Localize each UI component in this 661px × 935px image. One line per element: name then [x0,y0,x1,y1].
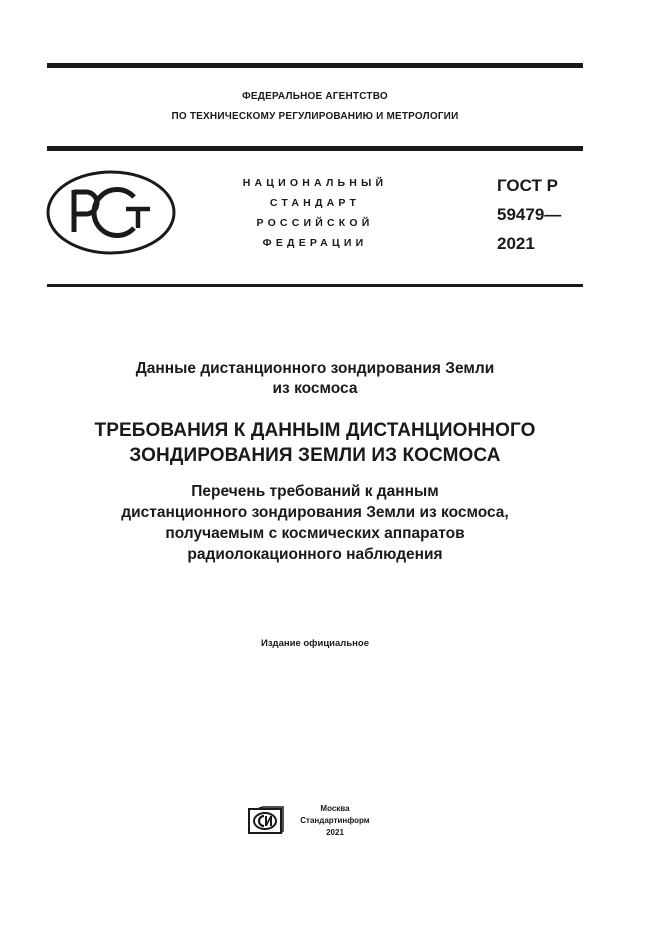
subtitle-line: Перечень требований к данным [191,483,439,500]
standard-type-line: ФЕДЕРАЦИИ [262,237,368,249]
publisher-year: 2021 [326,828,344,837]
standard-number-line: 2021 [497,234,535,253]
title-line: Данные дистанционного зондирования Земли [135,360,495,377]
subtitle-line: дистанционного зондирования Земли из космоса, [121,504,509,521]
title-caps-line: ЗОНДИРОВАНИЯ ЗЕМЛИ ИЗ КОСМОСА [129,445,501,466]
title-caps-line: ТРЕБОВАНИЯ К ДАННЫМ ДИСТАНЦИОННОГО [94,420,536,441]
gost-r-emblem-icon [46,170,176,255]
subtitle-line: получаемым с космических аппаратов [165,525,465,542]
standartinform-logo-icon [248,806,284,834]
bottom-rule [47,284,583,287]
publisher-city: Москва [320,804,350,813]
middle-rule [47,146,583,151]
document-title-caps [47,418,583,468]
standard-number [497,171,561,258]
standard-type [220,173,410,253]
standard-number-line: 59479— [497,205,562,224]
agency-line-1: ФЕДЕРАЛЬНОЕ АГЕНТСТВО [242,91,388,102]
standard-type-line: СТАНДАРТ [269,197,361,209]
top-rule [47,63,583,68]
publisher-name: Стандартинформ [300,816,370,825]
edition-label: Издание официальное [261,638,369,649]
agency-line-2: ПО ТЕХНИЧЕСКОМУ РЕГУЛИРОВАНИЮ И МЕТРОЛОГИИ [171,111,459,122]
publisher-info [293,803,377,839]
standard-type-line: РОССИЙСКОЙ [256,217,374,229]
standard-number-line: ГОСТ Р [497,176,558,195]
title-line: из космоса [272,380,358,397]
standard-type-line: НАЦИОНАЛЬНЫЙ [242,177,388,189]
subtitle-line: радиолокационного наблюдения [187,546,443,563]
document-title [47,359,583,399]
document-subtitle [47,481,583,565]
